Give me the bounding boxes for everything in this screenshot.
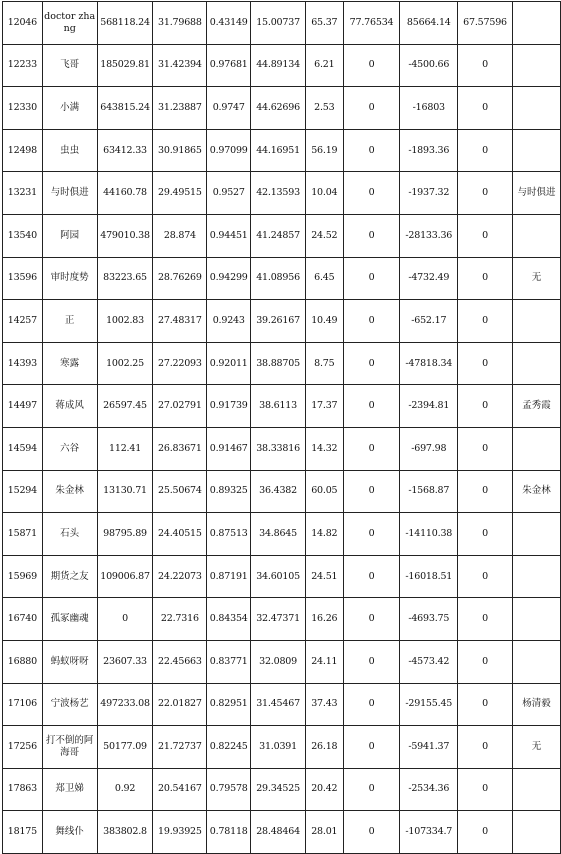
note-cell: 无 xyxy=(512,257,560,300)
table-row xyxy=(3,811,561,854)
value-a-cell: 50177.09 xyxy=(97,726,153,769)
value-b-cell: 22.45663 xyxy=(153,640,207,683)
id-cell: 13231 xyxy=(3,172,43,215)
table-row xyxy=(3,257,561,300)
value-h-cell: 0 xyxy=(458,342,513,385)
value-f-cell: 0 xyxy=(343,598,400,641)
id-cell: 17106 xyxy=(3,683,43,726)
value-a-cell: 383802.8 xyxy=(97,811,153,854)
value-h-cell: 0 xyxy=(458,172,513,215)
table-row xyxy=(3,726,561,769)
value-e-cell: 10.49 xyxy=(305,300,343,343)
name-cell: 郑卫娣 xyxy=(42,768,97,811)
value-f-cell: 0 xyxy=(343,129,400,172)
value-b-cell: 24.22073 xyxy=(153,555,207,598)
value-b-cell: 20.54167 xyxy=(153,768,207,811)
value-g-cell: -1937.32 xyxy=(400,172,458,215)
value-d-cell: 31.0391 xyxy=(251,726,306,769)
value-b-cell: 31.79688 xyxy=(153,2,207,45)
table-row xyxy=(3,342,561,385)
id-cell: 17863 xyxy=(3,768,43,811)
note-cell xyxy=(512,811,560,854)
value-c-cell: 0.79578 xyxy=(207,768,251,811)
name-cell: 蚂蚁呀呀 xyxy=(42,640,97,683)
table-row xyxy=(3,385,561,428)
value-f-cell: 0 xyxy=(343,257,400,300)
note-cell: 孟秀霞 xyxy=(512,385,560,428)
value-h-cell: 0 xyxy=(458,44,513,87)
value-f-cell: 0 xyxy=(343,555,400,598)
value-c-cell: 0.91467 xyxy=(207,427,251,470)
value-b-cell: 30.91865 xyxy=(153,129,207,172)
value-c-cell: 0.82245 xyxy=(207,726,251,769)
id-cell: 13540 xyxy=(3,214,43,257)
value-c-cell: 0.9243 xyxy=(207,300,251,343)
value-a-cell: 63412.33 xyxy=(97,129,153,172)
value-g-cell: -47818.34 xyxy=(400,342,458,385)
table-row xyxy=(3,683,561,726)
id-cell: 18175 xyxy=(3,811,43,854)
value-b-cell: 25.50674 xyxy=(153,470,207,513)
value-g-cell: 85664.14 xyxy=(400,2,458,45)
value-d-cell: 44.62696 xyxy=(251,87,306,130)
value-d-cell: 44.16951 xyxy=(251,129,306,172)
name-cell: 期货之友 xyxy=(42,555,97,598)
table-row xyxy=(3,768,561,811)
id-cell: 14257 xyxy=(3,300,43,343)
value-f-cell: 0 xyxy=(343,513,400,556)
value-a-cell: 13130.71 xyxy=(97,470,153,513)
value-f-cell: 0 xyxy=(343,300,400,343)
note-cell xyxy=(512,427,560,470)
value-e-cell: 24.11 xyxy=(305,640,343,683)
table-row xyxy=(3,470,561,513)
table-row xyxy=(3,427,561,470)
value-h-cell: 0 xyxy=(458,385,513,428)
value-b-cell: 29.49515 xyxy=(153,172,207,215)
value-g-cell: -4500.66 xyxy=(400,44,458,87)
value-e-cell: 6.21 xyxy=(305,44,343,87)
value-d-cell: 38.6113 xyxy=(251,385,306,428)
value-b-cell: 27.22093 xyxy=(153,342,207,385)
value-c-cell: 0.89325 xyxy=(207,470,251,513)
value-c-cell: 0.97681 xyxy=(207,44,251,87)
name-cell: 寒露 xyxy=(42,342,97,385)
value-g-cell: -28133.36 xyxy=(400,214,458,257)
name-cell: 飞哥 xyxy=(42,44,97,87)
value-d-cell: 38.33816 xyxy=(251,427,306,470)
name-cell: 石头 xyxy=(42,513,97,556)
value-b-cell: 27.48317 xyxy=(153,300,207,343)
value-e-cell: 28.01 xyxy=(305,811,343,854)
value-d-cell: 41.24857 xyxy=(251,214,306,257)
id-cell: 15969 xyxy=(3,555,43,598)
value-e-cell: 56.19 xyxy=(305,129,343,172)
value-d-cell: 29.34525 xyxy=(251,768,306,811)
value-c-cell: 0.87513 xyxy=(207,513,251,556)
value-c-cell: 0.87191 xyxy=(207,555,251,598)
table-row xyxy=(3,87,561,130)
value-e-cell: 14.82 xyxy=(305,513,343,556)
value-h-cell: 67.57596 xyxy=(458,2,513,45)
value-e-cell: 20.42 xyxy=(305,768,343,811)
note-cell: 杨清毅 xyxy=(512,683,560,726)
value-e-cell: 60.05 xyxy=(305,470,343,513)
value-a-cell: 98795.89 xyxy=(97,513,153,556)
note-cell: 无 xyxy=(512,726,560,769)
value-d-cell: 44.89134 xyxy=(251,44,306,87)
value-h-cell: 0 xyxy=(458,768,513,811)
value-b-cell: 22.01827 xyxy=(153,683,207,726)
value-a-cell: 0.92 xyxy=(97,768,153,811)
data-table xyxy=(2,1,561,854)
table-row xyxy=(3,214,561,257)
table-row xyxy=(3,172,561,215)
value-e-cell: 17.37 xyxy=(305,385,343,428)
value-h-cell: 0 xyxy=(458,470,513,513)
name-cell: 六谷 xyxy=(42,427,97,470)
value-a-cell: 1002.25 xyxy=(97,342,153,385)
value-d-cell: 42.13593 xyxy=(251,172,306,215)
value-b-cell: 24.40515 xyxy=(153,513,207,556)
value-g-cell: -1568.87 xyxy=(400,470,458,513)
id-cell: 13596 xyxy=(3,257,43,300)
name-cell: 打不倒的阿海哥 xyxy=(42,726,97,769)
value-h-cell: 0 xyxy=(458,726,513,769)
note-cell xyxy=(512,555,560,598)
value-h-cell: 0 xyxy=(458,300,513,343)
id-cell: 14393 xyxy=(3,342,43,385)
value-h-cell: 0 xyxy=(458,811,513,854)
value-g-cell: -16018.51 xyxy=(400,555,458,598)
value-d-cell: 31.45467 xyxy=(251,683,306,726)
id-cell: 16880 xyxy=(3,640,43,683)
value-b-cell: 22.7316 xyxy=(153,598,207,641)
name-cell: 与时俱进 xyxy=(42,172,97,215)
name-cell: 舞线仆 xyxy=(42,811,97,854)
value-b-cell: 19.93925 xyxy=(153,811,207,854)
value-f-cell: 77.76534 xyxy=(343,2,400,45)
value-d-cell: 39.26167 xyxy=(251,300,306,343)
value-g-cell: -652.17 xyxy=(400,300,458,343)
value-a-cell: 23607.33 xyxy=(97,640,153,683)
table-row xyxy=(3,129,561,172)
value-g-cell: -697.98 xyxy=(400,427,458,470)
value-c-cell: 0.94451 xyxy=(207,214,251,257)
value-a-cell: 497233.08 xyxy=(97,683,153,726)
note-cell: 朱金林 xyxy=(512,470,560,513)
value-a-cell: 109006.87 xyxy=(97,555,153,598)
value-e-cell: 8.75 xyxy=(305,342,343,385)
value-f-cell: 0 xyxy=(343,640,400,683)
value-f-cell: 0 xyxy=(343,768,400,811)
table-body xyxy=(3,2,561,854)
value-a-cell: 0 xyxy=(97,598,153,641)
value-d-cell: 32.0809 xyxy=(251,640,306,683)
value-f-cell: 0 xyxy=(343,87,400,130)
value-b-cell: 21.72737 xyxy=(153,726,207,769)
value-h-cell: 0 xyxy=(458,640,513,683)
table-row xyxy=(3,2,561,45)
value-e-cell: 24.51 xyxy=(305,555,343,598)
value-c-cell: 0.82951 xyxy=(207,683,251,726)
value-f-cell: 0 xyxy=(343,811,400,854)
id-cell: 12330 xyxy=(3,87,43,130)
value-a-cell: 479010.38 xyxy=(97,214,153,257)
value-e-cell: 10.04 xyxy=(305,172,343,215)
value-d-cell: 34.60105 xyxy=(251,555,306,598)
value-a-cell: 1002.83 xyxy=(97,300,153,343)
name-cell: 虫虫 xyxy=(42,129,97,172)
value-h-cell: 0 xyxy=(458,257,513,300)
value-a-cell: 83223.65 xyxy=(97,257,153,300)
value-e-cell: 6.45 xyxy=(305,257,343,300)
value-g-cell: -29155.45 xyxy=(400,683,458,726)
value-d-cell: 41.08956 xyxy=(251,257,306,300)
value-d-cell: 28.48464 xyxy=(251,811,306,854)
value-c-cell: 0.94299 xyxy=(207,257,251,300)
value-e-cell: 16.26 xyxy=(305,598,343,641)
id-cell: 14497 xyxy=(3,385,43,428)
note-cell xyxy=(512,342,560,385)
note-cell xyxy=(512,300,560,343)
note-cell xyxy=(512,44,560,87)
value-g-cell: -2394.81 xyxy=(400,385,458,428)
table-row xyxy=(3,598,561,641)
value-g-cell: -107334.7 xyxy=(400,811,458,854)
value-a-cell: 643815.24 xyxy=(97,87,153,130)
value-h-cell: 0 xyxy=(458,683,513,726)
value-h-cell: 0 xyxy=(458,555,513,598)
value-c-cell: 0.83771 xyxy=(207,640,251,683)
note-cell xyxy=(512,129,560,172)
value-a-cell: 568118.24 xyxy=(97,2,153,45)
value-d-cell: 15.00737 xyxy=(251,2,306,45)
value-a-cell: 112.41 xyxy=(97,427,153,470)
note-cell xyxy=(512,768,560,811)
table-row xyxy=(3,640,561,683)
value-b-cell: 28.76269 xyxy=(153,257,207,300)
value-c-cell: 0.97099 xyxy=(207,129,251,172)
value-a-cell: 26597.45 xyxy=(97,385,153,428)
value-h-cell: 0 xyxy=(458,427,513,470)
value-h-cell: 0 xyxy=(458,598,513,641)
note-cell xyxy=(512,513,560,556)
value-c-cell: 0.84354 xyxy=(207,598,251,641)
value-f-cell: 0 xyxy=(343,385,400,428)
name-cell: 阿园 xyxy=(42,214,97,257)
value-a-cell: 185029.81 xyxy=(97,44,153,87)
value-h-cell: 0 xyxy=(458,87,513,130)
value-b-cell: 28.874 xyxy=(153,214,207,257)
value-g-cell: -1893.36 xyxy=(400,129,458,172)
value-f-cell: 0 xyxy=(343,44,400,87)
table-row xyxy=(3,44,561,87)
table-row xyxy=(3,555,561,598)
id-cell: 14594 xyxy=(3,427,43,470)
value-f-cell: 0 xyxy=(343,172,400,215)
note-cell xyxy=(512,87,560,130)
value-e-cell: 14.32 xyxy=(305,427,343,470)
id-cell: 17256 xyxy=(3,726,43,769)
value-e-cell: 26.18 xyxy=(305,726,343,769)
value-h-cell: 0 xyxy=(458,513,513,556)
value-c-cell: 0.43149 xyxy=(207,2,251,45)
value-g-cell: -4693.75 xyxy=(400,598,458,641)
note-cell xyxy=(512,598,560,641)
value-h-cell: 0 xyxy=(458,214,513,257)
name-cell: 孤冢幽魂 xyxy=(42,598,97,641)
name-cell: 审时度势 xyxy=(42,257,97,300)
value-c-cell: 0.92011 xyxy=(207,342,251,385)
value-d-cell: 38.88705 xyxy=(251,342,306,385)
name-cell: 小满 xyxy=(42,87,97,130)
note-cell: 与时俱进 xyxy=(512,172,560,215)
id-cell: 12046 xyxy=(3,2,43,45)
value-g-cell: -4573.42 xyxy=(400,640,458,683)
value-b-cell: 26.83671 xyxy=(153,427,207,470)
note-cell xyxy=(512,214,560,257)
value-g-cell: -16803 xyxy=(400,87,458,130)
value-c-cell: 0.91739 xyxy=(207,385,251,428)
name-cell: 朱金林 xyxy=(42,470,97,513)
note-cell xyxy=(512,640,560,683)
id-cell: 12498 xyxy=(3,129,43,172)
value-g-cell: -2534.36 xyxy=(400,768,458,811)
value-d-cell: 36.4382 xyxy=(251,470,306,513)
value-e-cell: 37.43 xyxy=(305,683,343,726)
value-d-cell: 34.8645 xyxy=(251,513,306,556)
value-d-cell: 32.47371 xyxy=(251,598,306,641)
value-g-cell: -5941.37 xyxy=(400,726,458,769)
value-f-cell: 0 xyxy=(343,342,400,385)
value-c-cell: 0.9747 xyxy=(207,87,251,130)
value-c-cell: 0.9527 xyxy=(207,172,251,215)
value-b-cell: 27.02791 xyxy=(153,385,207,428)
note-cell xyxy=(512,2,560,45)
name-cell: doctor zhang xyxy=(42,2,97,45)
value-a-cell: 44160.78 xyxy=(97,172,153,215)
table-row xyxy=(3,513,561,556)
value-f-cell: 0 xyxy=(343,470,400,513)
name-cell: 宁波杨艺 xyxy=(42,683,97,726)
value-f-cell: 0 xyxy=(343,214,400,257)
value-h-cell: 0 xyxy=(458,129,513,172)
value-c-cell: 0.78118 xyxy=(207,811,251,854)
value-e-cell: 65.37 xyxy=(305,2,343,45)
name-cell: 正 xyxy=(42,300,97,343)
value-g-cell: -14110.38 xyxy=(400,513,458,556)
value-f-cell: 0 xyxy=(343,427,400,470)
value-f-cell: 0 xyxy=(343,683,400,726)
value-g-cell: -4732.49 xyxy=(400,257,458,300)
id-cell: 16740 xyxy=(3,598,43,641)
value-e-cell: 2.53 xyxy=(305,87,343,130)
id-cell: 15294 xyxy=(3,470,43,513)
value-f-cell: 0 xyxy=(343,726,400,769)
id-cell: 12233 xyxy=(3,44,43,87)
id-cell: 15871 xyxy=(3,513,43,556)
table-row xyxy=(3,300,561,343)
value-b-cell: 31.23887 xyxy=(153,87,207,130)
name-cell: 蒋成风 xyxy=(42,385,97,428)
value-b-cell: 31.42394 xyxy=(153,44,207,87)
value-e-cell: 24.52 xyxy=(305,214,343,257)
